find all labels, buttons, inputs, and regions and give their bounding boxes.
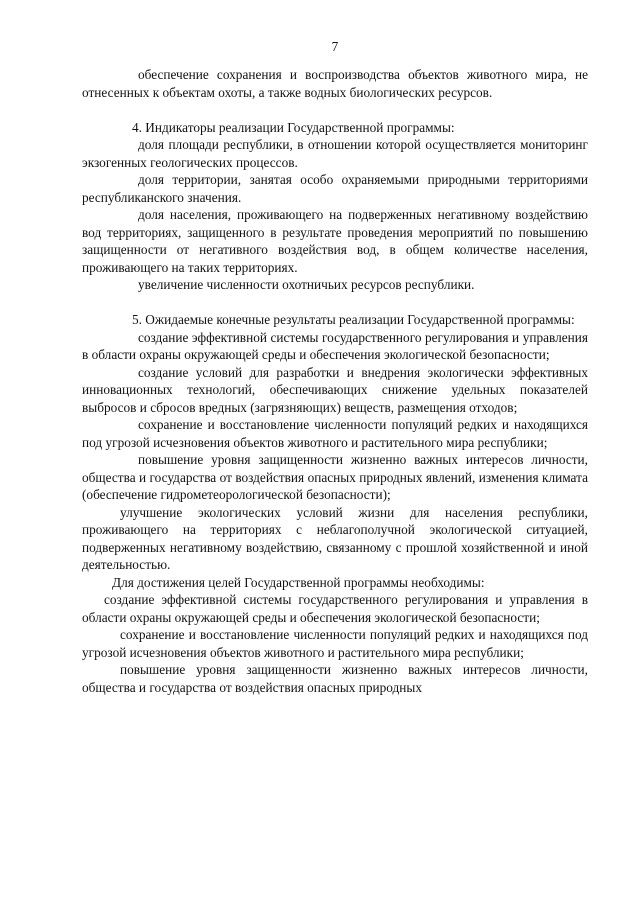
requirement-item: сохранение и восстановление численности популяций редких и находящихся под угрозой исчезновения объектов животного и растительного мира республики; <box>82 627 588 660</box>
paragraph-intro: обеспечение сохранения и воспроизводства объектов животного мира, не отнесенных к объектам охоты, а также водных биологических ресурсов. <box>82 67 588 100</box>
result-item: создание эффективной системы государственного регулирования и управления в области охраны окружающей среды и обеспечения экологической безопасности; <box>82 329 588 362</box>
section-heading-results: 5. Ожидаемые конечные результаты реализации Государственной программы: <box>132 312 575 327</box>
requirement-item: повышение уровня защищенности жизненно важных интересов личности, общества и государства от воздействия опасных природных <box>82 662 588 695</box>
result-item: повышение уровня защищенности жизненно важных интересов личности, общества и государства от воздействия опасных природных явлений, изменения климата (обеспечение гидрометеорологической безопасности); <box>82 452 588 502</box>
result-item: улучшение экологических условий жизни для населения республики, проживающего на территориях с неблагополучной экологической ситуацией, подверженных негативному воздействию, связанному с прошлой хозяйственной и иной деятельностью. <box>82 504 588 572</box>
spacer <box>82 294 588 312</box>
page-number: 7 <box>331 39 339 54</box>
result-item: сохранение и восстановление численности популяций редких и находящихся под угрозой исчезновения объектов животного и растительного мира республики; <box>82 417 588 450</box>
indicator-item: увеличение численности охотничьих ресурсов республики. <box>138 277 475 292</box>
document-body <box>82 66 588 696</box>
indicator-item: доля территории, занятая особо охраняемыми природными территориями республиканского значения. <box>82 172 588 205</box>
section-heading-indicators: 4. Индикаторы реализации Государственной программы: <box>132 119 455 135</box>
indicator-item: доля населения, проживающего на подверженных негативному воздействию вод территориях, защищенного в результате проведения мероприятий по повышению защищенности от негативного воздействия вод, в общем количестве населения, проживающего на таких территориях. <box>82 207 588 275</box>
indicator-item: доля площади республики, в отношении которой осуществляется мониторинг экзогенных геологических процессов. <box>82 137 588 170</box>
spacer <box>82 101 588 119</box>
result-item: создание условий для разработки и внедрения экологически эффективных инновационных технологий, обеспечивающих снижение удельных показателей выбросов и сбросов вредных (загрязняющих) веществ, размещения отходов; <box>82 364 588 415</box>
paragraph-requirements: Для достижения целей Государственной программы необходимы: <box>112 574 485 590</box>
requirement-item: создание эффективной системы государственного регулирования и управления в области охраны окружающей среды и обеспечения экологической безопасности; <box>82 592 588 625</box>
